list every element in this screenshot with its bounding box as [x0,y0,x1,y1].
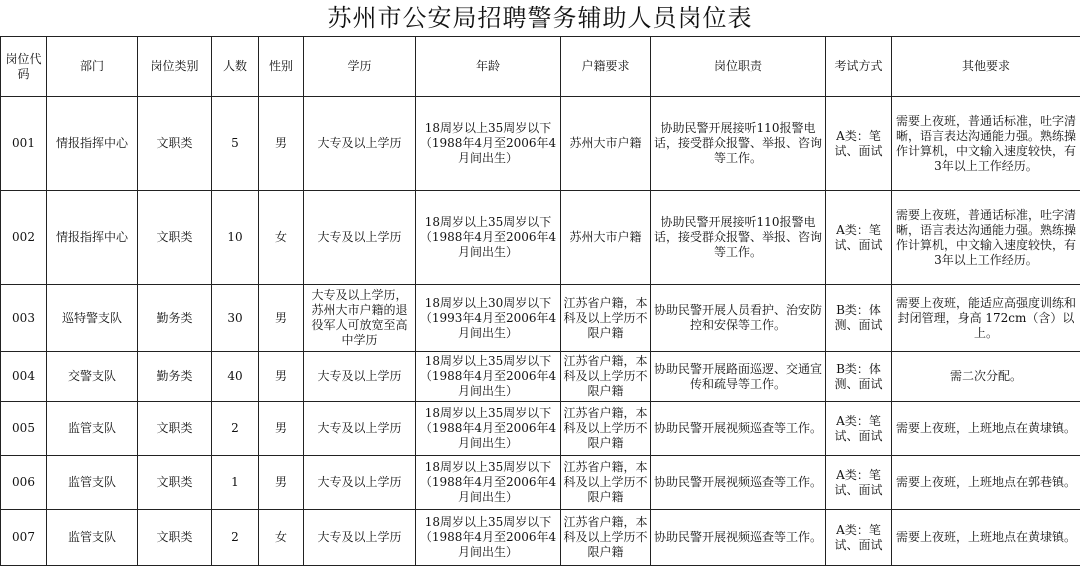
cell-dept: 监管支队 [47,510,138,566]
cell-code: 001 [1,97,47,191]
cell-exam: A类：笔试、面试 [826,402,892,456]
cell-education: 大专及以上学历 [304,510,416,566]
cell-count: 30 [212,285,259,352]
header-other: 其他要求 [892,37,1080,97]
cell-duty: 协助民警开展视频巡查等工作。 [651,402,826,456]
cell-exam: B类：体测、面试 [826,285,892,352]
header-education: 学历 [304,37,416,97]
cell-duty: 协助民警开展路面巡逻、交通宣传和疏导等工作。 [651,352,826,402]
cell-education: 大专及以上学历 [304,456,416,510]
cell-code: 005 [1,402,47,456]
table-row [1,352,1080,402]
header-dept: 部门 [47,37,138,97]
cell-age: 18周岁以上35周岁以下（1988年4月至2006年4月间出生） [416,191,561,285]
cell-age: 18周岁以上35周岁以下（1988年4月至2006年4月间出生） [416,352,561,402]
header-hukou: 户籍要求 [561,37,651,97]
cell-education: 大专及以上学历 [304,97,416,191]
header-code: 岗位代码 [1,37,47,97]
header-exam: 考试方式 [826,37,892,97]
cell-gender: 男 [259,285,304,352]
cell-duty: 协助民警开展视频巡查等工作。 [651,510,826,566]
cell-education: 大专及以上学历 [304,402,416,456]
cell-other: 需要上夜班，上班地点在黄埭镇。 [892,510,1080,566]
cell-dept: 监管支队 [47,402,138,456]
cell-code: 003 [1,285,47,352]
cell-hukou: 江苏省户籍，本科及以上学历不限户籍 [561,456,651,510]
header-count: 人数 [212,37,259,97]
cell-category: 勤务类 [138,285,212,352]
table-header-row [1,37,1080,97]
cell-count: 2 [212,510,259,566]
table-row [1,97,1080,191]
cell-education: 大专及以上学历，苏州大市户籍的退役军人可放宽至高中学历 [304,285,416,352]
cell-other: 需要上夜班，普通话标准，吐字清晰，语言表达沟通能力强。熟练操作计算机，中文输入速度较快，有3年以上工作经历。 [892,191,1080,285]
cell-gender: 男 [259,402,304,456]
table-row [1,402,1080,456]
cell-count: 10 [212,191,259,285]
cell-hukou: 江苏省户籍，本科及以上学历不限户籍 [561,285,651,352]
cell-exam: A类：笔试、面试 [826,97,892,191]
cell-hukou: 江苏省户籍，本科及以上学历不限户籍 [561,402,651,456]
cell-age: 18周岁以上35周岁以下（1988年4月至2006年4月间出生） [416,510,561,566]
cell-count: 40 [212,352,259,402]
header-duty: 岗位职责 [651,37,826,97]
cell-other: 需要上夜班，普通话标准，吐字清晰，语言表达沟通能力强。熟练操作计算机，中文输入速度较快，有3年以上工作经历。 [892,97,1080,191]
cell-category: 文职类 [138,97,212,191]
cell-code: 006 [1,456,47,510]
cell-education: 大专及以上学历 [304,352,416,402]
cell-category: 文职类 [138,456,212,510]
cell-gender: 男 [259,352,304,402]
cell-dept: 巡特警支队 [47,285,138,352]
cell-hukou: 苏州大市户籍 [561,191,651,285]
cell-dept: 情报指挥中心 [47,191,138,285]
cell-count: 2 [212,402,259,456]
cell-count: 1 [212,456,259,510]
cell-code: 002 [1,191,47,285]
cell-gender: 男 [259,456,304,510]
cell-exam: A类：笔试、面试 [826,456,892,510]
cell-age: 18周岁以上30周岁以下（1993年4月至2006年4月间出生） [416,285,561,352]
cell-other: 需二次分配。 [892,352,1080,402]
cell-age: 18周岁以上35周岁以下（1988年4月至2006年4月间出生） [416,402,561,456]
cell-dept: 情报指挥中心 [47,97,138,191]
cell-gender: 女 [259,510,304,566]
cell-category: 文职类 [138,191,212,285]
cell-hukou: 江苏省户籍，本科及以上学历不限户籍 [561,510,651,566]
cell-other: 需要上夜班，能适应高强度训练和封闭管理，身高 172cm（含）以上。 [892,285,1080,352]
cell-duty: 协助民警开展接听110报警电话，接受群众报警、举报、咨询等工作。 [651,97,826,191]
table-row [1,456,1080,510]
cell-dept: 交警支队 [47,352,138,402]
cell-category: 文职类 [138,510,212,566]
cell-other: 需要上夜班，上班地点在郭巷镇。 [892,456,1080,510]
cell-category: 文职类 [138,402,212,456]
header-gender: 性别 [259,37,304,97]
page-title: 苏州市公安局招聘警务辅助人员岗位表 [0,0,1080,36]
cell-code: 007 [1,510,47,566]
table-row [1,285,1080,352]
table-row [1,510,1080,566]
cell-gender: 男 [259,97,304,191]
cell-dept: 监管支队 [47,456,138,510]
cell-other: 需要上夜班，上班地点在黄埭镇。 [892,402,1080,456]
cell-duty: 协助民警开展接听110报警电话，接受群众报警、举报、咨询等工作。 [651,191,826,285]
cell-hukou: 苏州大市户籍 [561,97,651,191]
cell-age: 18周岁以上35周岁以下（1988年4月至2006年4月间出生） [416,97,561,191]
cell-code: 004 [1,352,47,402]
cell-education: 大专及以上学历 [304,191,416,285]
cell-count: 5 [212,97,259,191]
cell-exam: A类：笔试、面试 [826,191,892,285]
cell-hukou: 江苏省户籍，本科及以上学历不限户籍 [561,352,651,402]
cell-category: 勤务类 [138,352,212,402]
table-row [1,191,1080,285]
cell-duty: 协助民警开展视频巡查等工作。 [651,456,826,510]
cell-age: 18周岁以上35周岁以下（1988年4月至2006年4月间出生） [416,456,561,510]
cell-gender: 女 [259,191,304,285]
cell-exam: A类：笔试、面试 [826,510,892,566]
cell-exam: B类：体测、面试 [826,352,892,402]
cell-duty: 协助民警开展人员看护、治安防控和安保等工作。 [651,285,826,352]
positions-table [0,36,1080,566]
header-age: 年龄 [416,37,561,97]
header-category: 岗位类别 [138,37,212,97]
